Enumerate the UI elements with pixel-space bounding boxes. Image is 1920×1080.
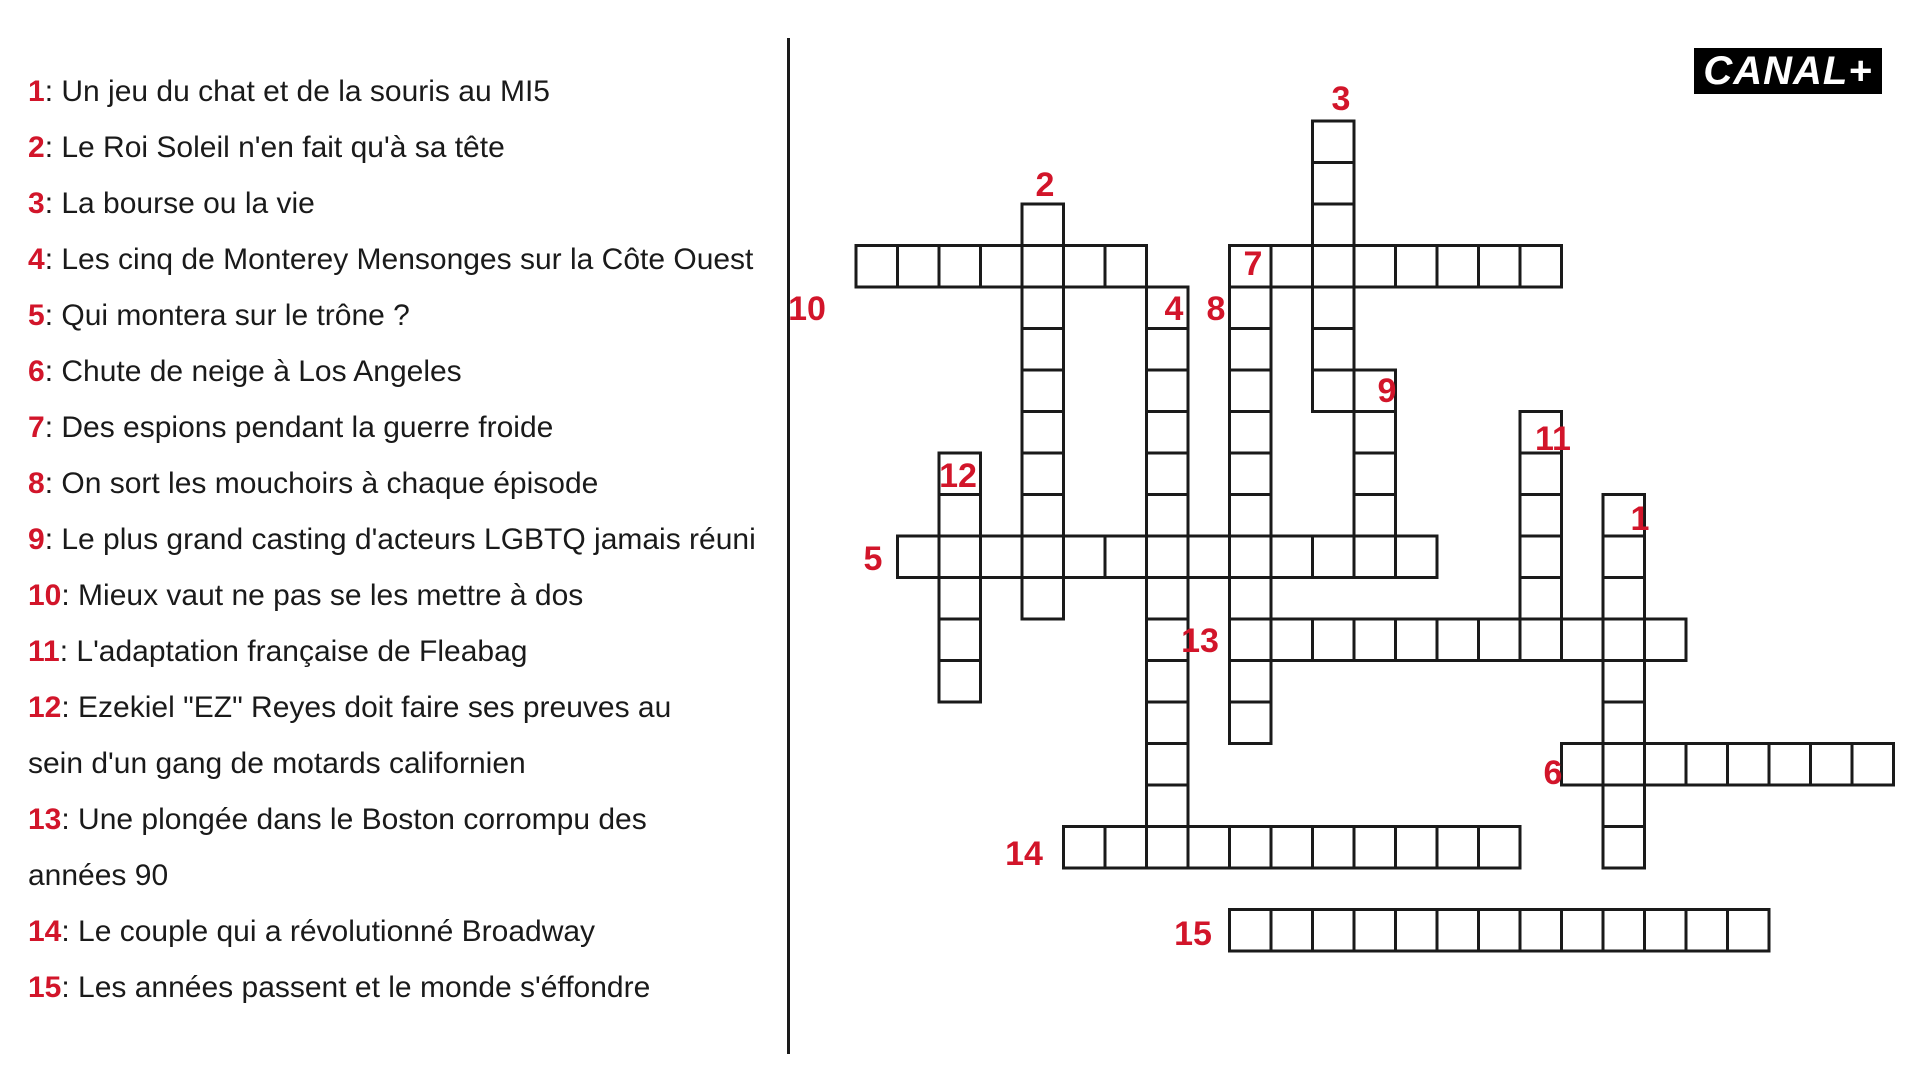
crossword-cell[interactable] (1313, 827, 1355, 869)
canal-plus-logo: CANAL+ (1694, 48, 1882, 94)
crossword-cell[interactable] (1147, 661, 1189, 703)
crossword-cell[interactable] (1603, 827, 1645, 869)
crossword-cell[interactable] (1271, 827, 1313, 869)
grid-number-label: 13 (1181, 622, 1219, 660)
crossword-cell[interactable] (1354, 536, 1396, 578)
clue-number: 12 (28, 691, 62, 724)
crossword-cell[interactable] (1520, 495, 1562, 537)
crossword-cell[interactable] (1064, 827, 1106, 869)
grid-number-label: 9 (1377, 372, 1397, 410)
clue-text: : Une plongée dans le Boston corrompu des (61, 803, 647, 836)
crossword-cell[interactable] (1396, 619, 1438, 661)
crossword-cell[interactable] (1105, 536, 1147, 578)
crossword-cell[interactable] (1230, 495, 1272, 537)
clue-text: : Qui montera sur le trône ? (44, 299, 410, 332)
crossword-cell[interactable] (1354, 412, 1396, 454)
crossword-cell[interactable] (1313, 536, 1355, 578)
crossword-cell[interactable] (1230, 412, 1272, 454)
clue-text: sein d'un gang de motards californien (28, 747, 526, 780)
crossword-cell[interactable] (1230, 536, 1272, 578)
crossword-cell[interactable] (1230, 661, 1272, 703)
crossword-cell[interactable] (1271, 536, 1313, 578)
crossword-cell[interactable] (1437, 246, 1479, 288)
grid-number-label: 3 (1331, 80, 1351, 118)
crossword-cell[interactable] (1188, 827, 1230, 869)
crossword-cell[interactable] (1313, 370, 1355, 412)
clue-number: 7 (28, 411, 45, 444)
grid-number-label: 11 (1535, 420, 1571, 458)
crossword-cell[interactable] (1230, 453, 1272, 495)
crossword-cell[interactable] (898, 246, 940, 288)
crossword-cell[interactable] (1188, 536, 1230, 578)
crossword-cell[interactable] (1479, 246, 1521, 288)
crossword-cell[interactable] (1728, 910, 1770, 952)
crossword-cell[interactable] (939, 578, 981, 620)
crossword-cell[interactable] (1562, 744, 1604, 786)
crossword-cell[interactable] (1313, 329, 1355, 371)
crossword-cell[interactable] (1022, 495, 1064, 537)
clue-text: : On sort les mouchoirs à chaque épisode (44, 467, 599, 500)
crossword-cell[interactable] (1147, 495, 1189, 537)
crossword-cell[interactable] (939, 661, 981, 703)
crossword-cell[interactable] (1520, 910, 1562, 952)
crossword-cell[interactable] (939, 495, 981, 537)
crossword-cell[interactable] (1645, 744, 1687, 786)
grid-number-label: 8 (1206, 290, 1226, 328)
crossword-cell[interactable] (1105, 827, 1147, 869)
clue-number: 6 (28, 355, 45, 388)
clue-text: : Un jeu du chat et de la souris au MI5 (44, 75, 550, 108)
crossword-cell[interactable] (1022, 246, 1064, 288)
crossword-cell[interactable] (1022, 536, 1064, 578)
crossword-cell[interactable] (1769, 744, 1811, 786)
clue-text: : Le couple qui a révolutionné Broadway (61, 915, 596, 948)
crossword-cell[interactable] (1230, 370, 1272, 412)
grid-number-label: 5 (863, 540, 883, 578)
crossword-cell[interactable] (1230, 702, 1272, 744)
clue-number: 15 (28, 971, 62, 1004)
crossword-cell[interactable] (1811, 744, 1853, 786)
clue-text: années 90 (28, 859, 169, 892)
crossword-cell[interactable] (1022, 287, 1064, 329)
crossword-cell[interactable] (1313, 163, 1355, 205)
crossword-cell[interactable] (1147, 453, 1189, 495)
crossword-cell[interactable] (1686, 910, 1728, 952)
clue-text: : Ezekiel "EZ" Reyes doit faire ses preuves au (61, 691, 672, 724)
crossword-cell[interactable] (1230, 578, 1272, 620)
crossword-cell[interactable] (1354, 246, 1396, 288)
clue-number: 2 (28, 131, 45, 164)
crossword-cell[interactable] (1022, 453, 1064, 495)
crossword-cell[interactable] (1230, 619, 1272, 661)
crossword-cell[interactable] (1230, 329, 1272, 371)
crossword-cell[interactable] (1603, 910, 1645, 952)
crossword-cell[interactable] (1728, 744, 1770, 786)
clue-number: 10 (28, 579, 62, 612)
crossword-cell[interactable] (1313, 121, 1355, 163)
crossword-cell[interactable] (1645, 910, 1687, 952)
clue-number: 1 (28, 75, 45, 108)
crossword-cell[interactable] (1396, 246, 1438, 288)
crossword-cell[interactable] (1603, 661, 1645, 703)
clue-text: : Les années passent et le monde s'éffondre (61, 971, 651, 1004)
crossword-cell[interactable] (1230, 910, 1272, 952)
crossword-cell[interactable] (1354, 910, 1396, 952)
crossword-cell[interactable] (1147, 536, 1189, 578)
crossword-cell[interactable] (1147, 578, 1189, 620)
crossword-cell[interactable] (898, 536, 940, 578)
crossword-cell[interactable] (1313, 287, 1355, 329)
crossword-cell[interactable] (1520, 578, 1562, 620)
crossword-cell[interactable] (1230, 287, 1272, 329)
crossword-cell[interactable] (1147, 702, 1189, 744)
crossword-cell[interactable] (1645, 619, 1687, 661)
clue-text: : Les cinq de Monterey Mensonges sur la Côte Ouest (44, 243, 754, 276)
crossword-cell[interactable] (1603, 744, 1645, 786)
clue-text: : La bourse ou la vie (44, 187, 315, 220)
grid-number-label: 2 (1035, 166, 1055, 204)
crossword-cell[interactable] (1354, 453, 1396, 495)
crossword-cell[interactable] (1022, 204, 1064, 246)
crossword-cell[interactable] (1479, 827, 1521, 869)
crossword-cell[interactable] (1230, 827, 1272, 869)
crossword-cell[interactable] (1437, 910, 1479, 952)
crossword-cell[interactable] (1686, 744, 1728, 786)
clue-number: 14 (28, 915, 62, 948)
crossword-cell[interactable] (856, 246, 898, 288)
grid-number-label: 12 (939, 457, 977, 495)
clue-number: 13 (28, 803, 62, 836)
crossword-cell[interactable] (1479, 619, 1521, 661)
crossword-cell[interactable] (1313, 910, 1355, 952)
clue-text: : Le plus grand casting d'acteurs LGBTQ jamais réuni (44, 523, 756, 556)
crossword-cell[interactable] (1437, 619, 1479, 661)
crossword-cell[interactable] (1147, 329, 1189, 371)
crossword-cell[interactable] (1022, 578, 1064, 620)
crossword-cell[interactable] (1603, 785, 1645, 827)
grid-number-label: 15 (1174, 915, 1212, 953)
crossword-cell[interactable] (1147, 370, 1189, 412)
crossword-cell[interactable] (1313, 204, 1355, 246)
crossword-cell[interactable] (1354, 495, 1396, 537)
crossword-cell[interactable] (1396, 910, 1438, 952)
crossword-cell[interactable] (1603, 619, 1645, 661)
grid-number-label: 1 (1630, 500, 1650, 538)
crossword-cell[interactable] (1437, 827, 1479, 869)
crossword-cell[interactable] (1271, 910, 1313, 952)
clue-number: 9 (28, 523, 45, 556)
grid-number-label: 10 (788, 290, 826, 328)
crossword-cell[interactable] (1520, 453, 1562, 495)
crossword-cell[interactable] (1022, 370, 1064, 412)
crossword-cell[interactable] (1147, 744, 1189, 786)
crossword-cell[interactable] (1479, 910, 1521, 952)
grid-number-label: 14 (1005, 835, 1043, 873)
crossword-cell[interactable] (1852, 744, 1894, 786)
clue-number: 8 (28, 467, 45, 500)
clue-text: : Mieux vaut ne pas se les mettre à dos (61, 579, 584, 612)
crossword-cell[interactable] (1520, 246, 1562, 288)
crossword-cell[interactable] (1396, 827, 1438, 869)
crossword-cell[interactable] (1064, 246, 1106, 288)
crossword-cell[interactable] (1520, 536, 1562, 578)
grid-number-label: 4 (1164, 290, 1184, 328)
crossword-cell[interactable] (981, 246, 1023, 288)
clue-text: : Chute de neige à Los Angeles (44, 355, 462, 388)
crossword-cell[interactable] (1147, 785, 1189, 827)
crossword-cell[interactable] (1354, 619, 1396, 661)
crossword-cell[interactable] (939, 536, 981, 578)
crossword-cell[interactable] (1022, 412, 1064, 454)
clue-number: 4 (28, 243, 45, 276)
clue-number: 11 (28, 635, 60, 668)
clue-number: 5 (28, 299, 45, 332)
crossword-cell[interactable] (1271, 246, 1313, 288)
clue-text: : Le Roi Soleil n'en fait qu'à sa tête (44, 131, 505, 164)
crossword-cell[interactable] (1562, 910, 1604, 952)
clue-text: : Des espions pendant la guerre froide (44, 411, 554, 444)
crossword-cell[interactable] (981, 536, 1023, 578)
crossword-cell[interactable] (1313, 246, 1355, 288)
crossword-cell[interactable] (1022, 329, 1064, 371)
crossword-cell[interactable] (1147, 412, 1189, 454)
crossword-cell[interactable] (1064, 536, 1106, 578)
crossword-cell[interactable] (1603, 536, 1645, 578)
crossword-cell[interactable] (1562, 619, 1604, 661)
crossword-cell[interactable] (1520, 619, 1562, 661)
crossword-cell[interactable] (1147, 827, 1189, 869)
crossword-cell[interactable] (1603, 702, 1645, 744)
clue-number: 3 (28, 187, 45, 220)
crossword-cell[interactable] (1396, 536, 1438, 578)
crossword-cell[interactable] (1354, 827, 1396, 869)
crossword-cell[interactable] (1271, 619, 1313, 661)
crossword-cell[interactable] (939, 619, 981, 661)
crossword-cell[interactable] (939, 246, 981, 288)
crossword-cell[interactable] (1313, 619, 1355, 661)
clue-text: : L'adaptation française de Fleabag (59, 635, 528, 668)
grid-number-label: 7 (1243, 245, 1263, 283)
crossword-cell[interactable] (1603, 578, 1645, 620)
crossword-cell[interactable] (1105, 246, 1147, 288)
grid-number-label: 6 (1543, 754, 1563, 792)
